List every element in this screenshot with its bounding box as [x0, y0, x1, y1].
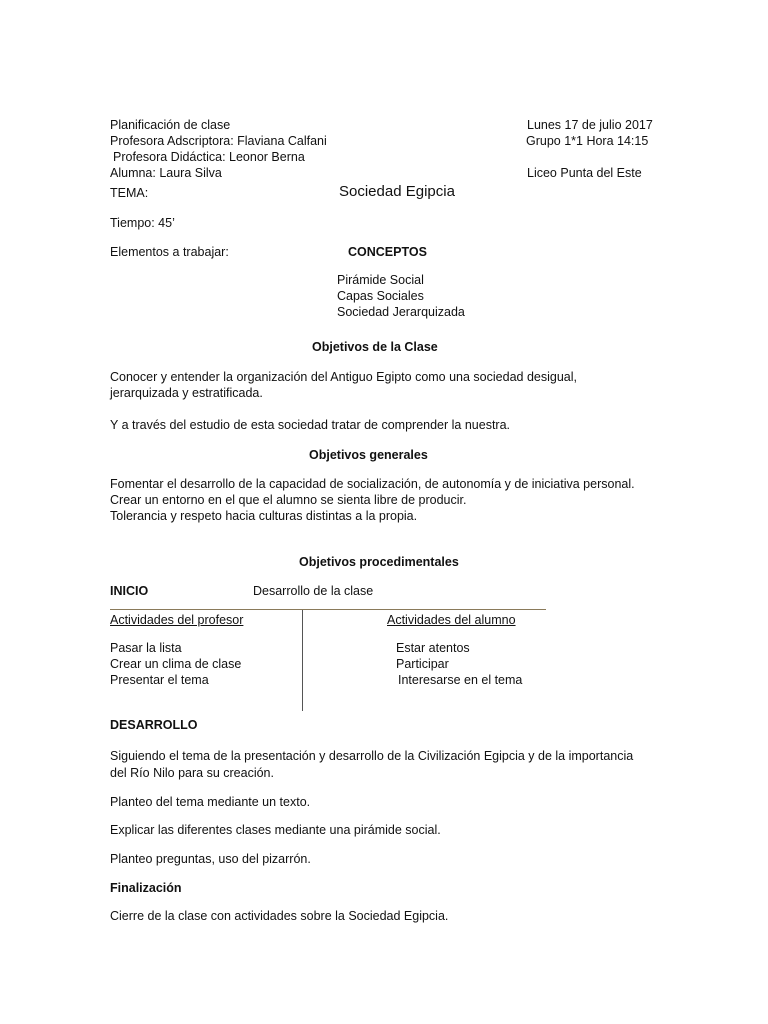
objetivo-general-line: Tolerancia y respeto hacia culturas distintas a la propia. [110, 509, 418, 523]
inicio-heading: INICIO [110, 584, 149, 598]
date: Lunes 17 de julio 2017 [527, 118, 653, 132]
concepto-item: Sociedad Jerarquizada [337, 305, 465, 319]
liceo: Liceo Punta del Este [527, 166, 642, 180]
objetivo-general-line: Crear un entorno en el que el alumno se sienta libre de producir. [110, 493, 467, 507]
grupo-hora: Grupo 1*1 Hora 14:15 [526, 134, 649, 148]
desarrollo-text: Siguiendo el tema de la presentación y desarrollo de la Civilización Egipcia y de la importancia [110, 749, 634, 763]
tema-value: Sociedad Egipcia [339, 183, 455, 200]
finalizacion-heading: Finalización [110, 881, 182, 895]
desarrollo-text-4: Planteo preguntas, uso del pizarrón. [110, 852, 311, 866]
tiempo: Tiempo: 45’ [110, 216, 175, 230]
objetivos-clase-text: Conocer y entender la organización del Antiguo Egipto como una sociedad desigual, [110, 370, 577, 384]
concepto-item: Pirámide Social [337, 273, 424, 287]
objetivos-clase-text: jerarquizada y estratificada. [110, 386, 263, 400]
desarrollo-text: del Río Nilo para su creación. [110, 766, 274, 780]
alumno-item: Participar [396, 657, 449, 671]
tema-label: TEMA: [110, 186, 149, 200]
objetivos-generales-heading: Objetivos generales [309, 448, 428, 462]
alumno-item: Interesarse en el tema [398, 673, 523, 687]
profesor-item: Pasar la lista [110, 641, 182, 655]
desarrollo-clase-label: Desarrollo de la clase [253, 584, 374, 598]
desarrollo-heading: DESARROLLO [110, 718, 198, 732]
profesora-didactica: Profesora Didáctica: Leonor Berna [113, 150, 305, 164]
table-vertical-rule [302, 610, 303, 711]
profesor-item: Crear un clima de clase [110, 657, 242, 671]
table-horizontal-rule [110, 609, 546, 610]
profesora-adscriptora: Profesora Adscriptora: Flaviana Calfani [110, 134, 327, 148]
profesor-item: Presentar el tema [110, 673, 209, 687]
elementos-label: Elementos a trabajar: [110, 245, 229, 259]
desarrollo-text-3: Explicar las diferentes clases mediante una pirámide social. [110, 823, 441, 837]
objetivos-clase-text-2: Y a través del estudio de esta sociedad tratar de comprender la nuestra. [110, 418, 511, 432]
objetivo-general-line: Fomentar el desarrollo de la capacidad de socialización, de autonomía y de iniciativa personal. [110, 477, 635, 491]
conceptos-heading: CONCEPTOS [348, 245, 427, 259]
objetivos-clase-heading: Objetivos de la Clase [312, 340, 438, 354]
plan-title: Planificación de clase [110, 118, 231, 132]
alumna: Alumna: Laura Silva [110, 166, 222, 180]
concepto-item: Capas Sociales [337, 289, 424, 303]
objetivos-procedimentales-heading: Objetivos procedimentales [299, 555, 459, 569]
desarrollo-text-2: Planteo del tema mediante un texto. [110, 795, 311, 809]
col-header-profesor: Actividades del profesor [110, 613, 244, 627]
alumno-item: Estar atentos [396, 641, 470, 655]
col-header-alumno: Actividades del alumno [387, 613, 516, 627]
finalizacion-text: Cierre de la clase con actividades sobre la Sociedad Egipcia. [110, 909, 449, 923]
